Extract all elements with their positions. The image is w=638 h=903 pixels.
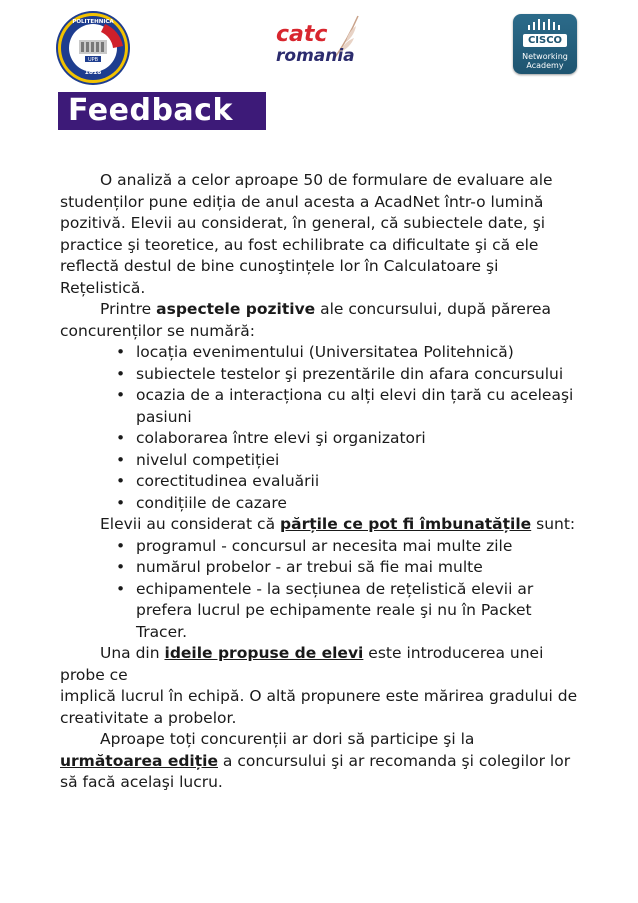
positives-heading: Printre aspectele pozitive ale concursului, după părerea concurenților se numără: — [60, 300, 552, 340]
page-title: Feedback — [68, 93, 233, 128]
ideas-line3: creativitate a probelor. — [60, 708, 237, 727]
intro-paragraph: O analiză a celor aproape 50 de formulare de evaluare ale studenților pune ediția de anul acesta a AcadNet într-o lumină pozitivă. Elevii au considerat, în general, că subiectele date, şi practice şi teoretice, au fost echilibrate ca dificultate şi că ele reflectă destul de bine cunoştințele lor în Calculatoare şi Rețelistică. — [60, 171, 553, 297]
cisco-bars-icon — [527, 19, 563, 32]
cisco-line1: Networking — [522, 52, 568, 61]
closing-paragraph: Aproape toți concurenții ar dori să participe şi la următoarea ediție a concursului şi ar recomanda şi colegilor lor să facă acelaşi lucru. — [60, 730, 571, 791]
list-item: • numărul probelor - ar trebui să fie mai multe — [116, 558, 483, 576]
improvements-list — [60, 536, 580, 644]
list-item: • nivelul competiției — [116, 450, 280, 469]
list-item: • colaborarea între elevi şi organizatori — [116, 429, 426, 447]
romania-word: romania — [276, 46, 355, 66]
list-item: • locația evenimentului (Universitatea Politehnică) — [116, 343, 514, 361]
closing-bold: următoarea ediție — [60, 751, 218, 770]
catc-romania-logo — [270, 14, 370, 74]
ideas-paragraph: Una din ideile propuse de elevi este introducerea unei probe ce — [60, 644, 544, 684]
list-item: • condițiile de cazare — [116, 493, 287, 512]
positives-bold: aspectele pozitive — [156, 300, 316, 318]
list-item: • echipamentele - la secțiunea de rețelistică elevii ar prefera lucrul pe echipamente reale şi nu în Packet Tracer. — [116, 579, 534, 641]
cisco-brand: CISCO — [523, 34, 567, 47]
improvements-heading: Elevii au considerat că părțile ce pot fi îmbunatățile sunt: — [100, 515, 576, 533]
ideas-bold: ideile propuse de elevi — [164, 644, 364, 662]
feedback-content — [60, 170, 580, 794]
list-item: • subiectele testelor şi prezentările din afara concursului — [116, 364, 564, 383]
upb-top-text: POLITEHNICA — [72, 19, 114, 25]
list-item: • programul - concursul ar necesita mai multe zile — [116, 536, 513, 555]
upb-logo — [55, 10, 131, 86]
ideas-line2: implică lucrul în echipă. O altă propunere este mărirea gradului de — [60, 687, 578, 705]
upb-year-text: 1818 — [84, 69, 102, 76]
upb-center-text: UPB — [87, 57, 99, 63]
list-item: • ocazia de a interacționa cu alți elevi din țară cu aceleaşi pasiuni — [116, 386, 574, 426]
improvements-bold: părțile ce pot fi îmbunatățile — [280, 515, 532, 533]
cisco-networking-academy-logo — [513, 14, 577, 74]
cisco-line2: Academy — [526, 61, 564, 70]
list-item: • corectitudinea evaluării — [116, 472, 320, 490]
positives-list — [60, 342, 580, 514]
catc-word: catc — [276, 22, 328, 47]
